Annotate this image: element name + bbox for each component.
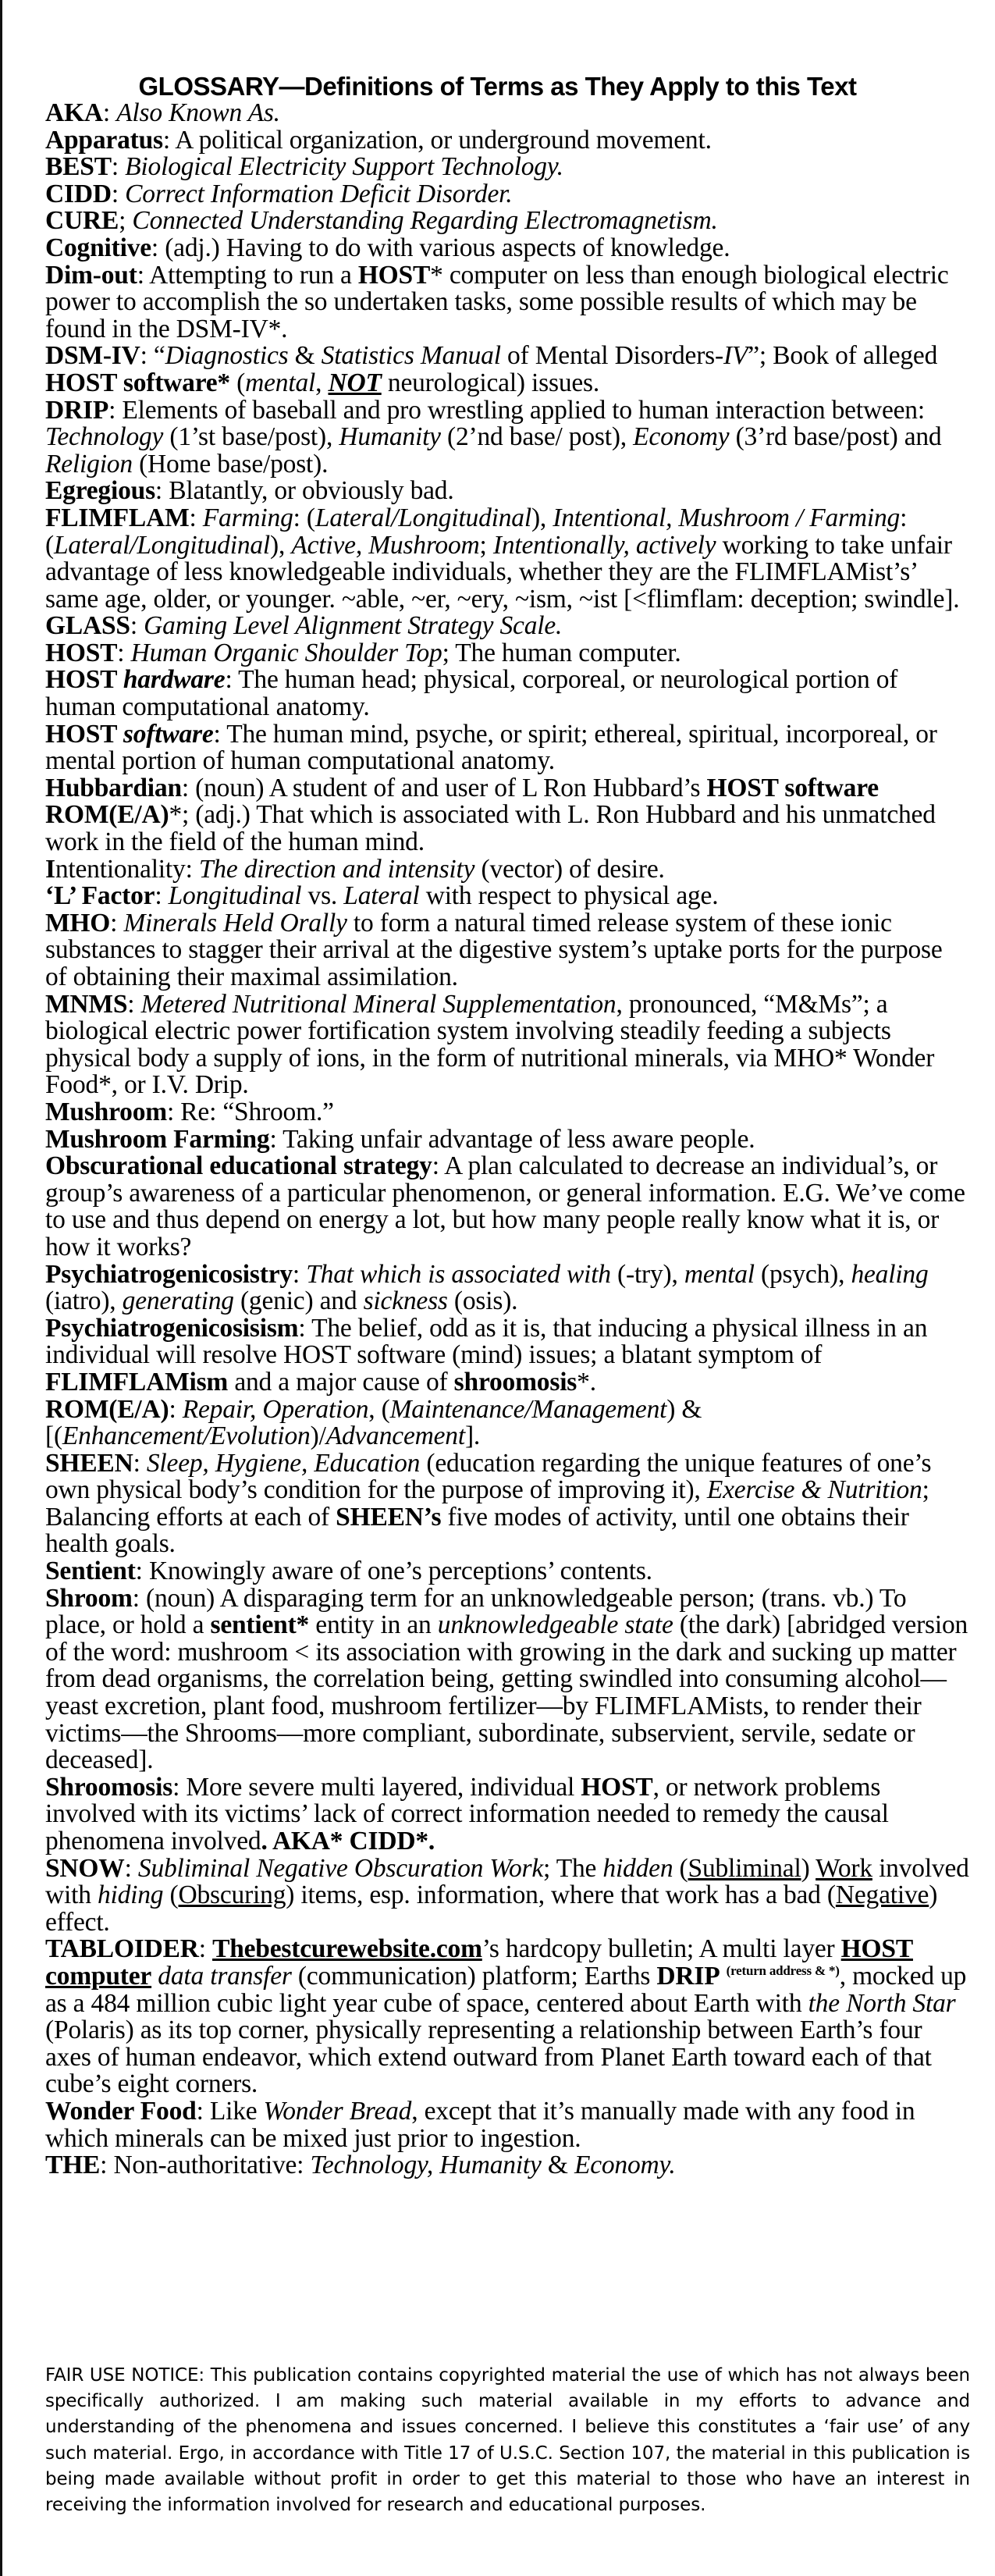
glossary-definition-text: : More severe multi layered, individual xyxy=(172,1772,581,1802)
glossary-definition-text: Subliminal Negative Obscuration Work xyxy=(137,1853,544,1883)
glossary-entry xyxy=(45,1099,970,1126)
glossary-entry xyxy=(45,1315,970,1397)
glossary-definition-text: unknowledgeable state xyxy=(437,1610,673,1640)
glossary-definition-text: hardware xyxy=(123,665,226,695)
glossary-definition-text: working to take unfair advantage of less knowledgeable individuals, whether they are the FLIMFLAMist’s’ same age, older, or younger. ~able, ~er, ~ery, ~ism, ~ist [<flimflam: deception; swindle]. xyxy=(45,530,960,614)
glossary-definition-text: mental xyxy=(684,1259,755,1289)
glossary-term: CIDD xyxy=(45,179,112,208)
glossary-definition-text: . AKA* CIDD*. xyxy=(261,1827,435,1856)
fair-use-notice: FAIR USE NOTICE: This publication contains copyrighted material the use of which has not always been specifically authorized. I am making such material available in my efforts to advance and understanding of the phenomena and issues concerned. I believe this constitutes a ‘fair use’ of any such material. Ergo, in accordance with Title 17 of U.S.C. Section 107, the material in this publication is being made available without profit in order to get this material to those who have an interest in receiving the information involved for research and educational purposes. xyxy=(45,2365,970,2516)
glossary-definition-text: ; xyxy=(119,206,133,236)
glossary-term: CURE xyxy=(45,206,119,236)
glossary-entry xyxy=(45,1126,970,1154)
glossary-definition-text: ( xyxy=(163,1880,179,1910)
glossary-definition-text: * computer on less than enough biological electric power to accomplish the so undertaken tasks, some possible results of which may be found in the DSM-IV*. xyxy=(45,260,949,343)
glossary-definition-text: the North Star xyxy=(808,1988,956,2018)
left-border-rule xyxy=(0,0,2,2576)
glossary-term: SHEEN xyxy=(45,1448,133,1478)
glossary-definition-text: ”; Book of alleged xyxy=(748,341,938,371)
glossary-definition-text: : ( xyxy=(45,503,908,560)
glossary-definition-text: (osis). xyxy=(447,1286,518,1316)
glossary-definition-text: hidden xyxy=(602,1853,673,1883)
glossary-entry xyxy=(45,154,970,181)
glossary-entry xyxy=(45,262,970,343)
glossary-definition-text: Advancement xyxy=(325,1421,465,1451)
glossary-term: Shroomosis xyxy=(45,1772,173,1802)
glossary-definition-text: : The human mind, psyche, or spirit; ethereal, spiritual, incorporeal, or mental portion of human computational anatomy. xyxy=(45,719,937,776)
glossary-definition-text: : Elements of baseball and pro wrestling applied to human interaction between: xyxy=(108,395,925,425)
glossary-definition-text: : xyxy=(185,854,199,884)
glossary-definition-text: sickness xyxy=(363,1286,448,1316)
glossary-definition-text: : “ xyxy=(140,341,165,371)
glossary-definition-text: : Like xyxy=(196,2096,264,2126)
glossary-definition-text: : xyxy=(169,1394,183,1424)
glossary-entry xyxy=(45,613,970,640)
glossary-entry xyxy=(45,1936,970,2098)
glossary-entry xyxy=(45,1774,970,1856)
glossary-entry xyxy=(45,235,970,262)
glossary-definition-text: *. xyxy=(577,1367,596,1397)
glossary-definition-text: ]. xyxy=(464,1421,481,1451)
glossary-definition-text: : The belief, odd as it is, that inducing a physical illness in an individual will resolve HOST software (mind) issues; a blatant symptom of xyxy=(45,1313,928,1370)
glossary-definition-text: & xyxy=(541,2151,574,2180)
glossary-definition-text: (communication) platform; Earths xyxy=(291,1961,657,1991)
glossary-definition-text: (1’st base/post), xyxy=(163,422,339,452)
glossary-definition-text: (return address & *) xyxy=(726,1962,840,1978)
glossary-definition-text: FLIMFLAMism xyxy=(45,1367,229,1397)
glossary-definition-text: HOST xyxy=(581,1772,653,1802)
glossary-entry xyxy=(45,991,970,1099)
glossary-definition-text: generating xyxy=(122,1286,234,1316)
glossary-term: DSM-IV xyxy=(45,341,140,371)
glossary-definition-text: : xyxy=(130,611,144,641)
glossary-definition-text: (genic) and xyxy=(233,1286,364,1316)
glossary-definition-text: sentient* xyxy=(210,1610,310,1640)
glossary-term: Obscurational educational strategy xyxy=(45,1151,432,1181)
glossary-entry xyxy=(45,2098,970,2152)
glossary-definition-text: Also Known As. xyxy=(116,98,280,127)
glossary-definition-text: (iatro), xyxy=(45,1286,123,1316)
glossary-definition-text: , or network problems involved with its victims’ lack of correct information needed to remedy the causal phenomena involved xyxy=(45,1772,889,1856)
glossary-entries xyxy=(45,100,970,2179)
glossary-entry xyxy=(45,1558,970,1585)
glossary-definition-text: ; Balancing efforts at each of xyxy=(45,1475,929,1532)
glossary-definition-text: and a major cause of xyxy=(228,1367,454,1397)
glossary-definition-text: data transfer xyxy=(158,1961,292,1991)
glossary-term: THE xyxy=(45,2151,101,2180)
glossary-term: Mushroom xyxy=(45,1097,167,1126)
glossary-definition-text: ( xyxy=(229,368,246,397)
glossary-definition-text: (vector) of desire. xyxy=(474,854,665,884)
glossary-term: HOST xyxy=(45,719,123,749)
glossary-definition-text: (Polaris) as its top corner, physically representing a relationship between Earth’s four axes of human endeavor, which extend outward from Planet Earth toward each of that cube’s eight corners. xyxy=(45,2016,932,2099)
glossary-definition-text: : xyxy=(111,179,126,208)
glossary-definition-text: (the dark) [abridged version of the word: mushroom < its association with growing in the dark and sucking up matter from dead organisms, the correlation being, getting swindled into consuming alcohol—yeast excretion, plant food, mushroom fertilizer—by FLIMFLAMists, to render their victims—the Shrooms—more compliant, subordinate, subservient, servile, sedate or deceased]. xyxy=(45,1610,968,1775)
glossary-definition-text: ) xyxy=(801,1853,816,1883)
glossary-entry xyxy=(45,721,970,775)
glossary-term: Shroom xyxy=(45,1583,133,1613)
glossary-entry xyxy=(45,640,970,667)
glossary-definition-text: Negative xyxy=(835,1880,929,1910)
glossary-term: AKA xyxy=(45,98,103,127)
glossary-term: Cognitive xyxy=(45,233,151,262)
glossary-definition-text: ) effect. xyxy=(45,1880,938,1937)
glossary-definition-text: (-try), xyxy=(610,1259,684,1289)
glossary-definition-text: software xyxy=(123,719,214,749)
glossary-term: Hubbardian xyxy=(45,773,182,802)
glossary-definition-text: : A plan calculated to decrease an individual’s, or group’s awareness of a particular phenomenon, or general information. E.G. We’ve come to use and thus depend on energy a lot, but how many people really know what it is, or how it works? xyxy=(45,1151,965,1261)
glossary-definition-text: five modes of activity, until one obtains their health goals. xyxy=(45,1502,909,1559)
glossary-entry xyxy=(45,343,970,397)
glossary-entry xyxy=(45,1450,970,1558)
glossary-definition-text: (2’nd base/ post), xyxy=(440,422,634,452)
glossary-entry xyxy=(45,775,970,856)
glossary-definition-text: NOT xyxy=(328,368,382,397)
glossary-term: ‘L’ Factor xyxy=(45,881,155,911)
glossary-entry xyxy=(45,1394,970,1451)
glossary-definition-text: : xyxy=(292,1259,307,1289)
glossary-definition-text: ), xyxy=(270,530,292,560)
glossary-definition-text: : Attempting to run a xyxy=(137,260,358,290)
glossary-definition-text: Economy xyxy=(633,422,730,452)
glossary-term: Dim-out xyxy=(45,260,137,290)
glossary-definition-text: Minerals Held Orally xyxy=(123,908,347,938)
glossary-definition-text: Human Organic Shoulder Top xyxy=(130,638,442,667)
glossary-definition-text: ( xyxy=(673,1853,688,1883)
glossary-term: Sentient xyxy=(45,1557,136,1586)
glossary-definition-text: Maintenance/Management xyxy=(389,1394,667,1424)
glossary-definition-text: : Taking unfair advantage of less aware people. xyxy=(269,1124,755,1154)
glossary-definition-text: : xyxy=(111,152,126,182)
glossary-definition-text: Obscuring xyxy=(178,1880,286,1910)
glossary-definition-text: hiding xyxy=(97,1880,164,1910)
glossary-definition-text: Gaming Level Alignment Strategy Scale. xyxy=(144,611,563,641)
glossary-term: MNMS xyxy=(45,989,128,1019)
glossary-term: Wonder Food xyxy=(45,2096,197,2126)
glossary-definition-text: Biological Electricity Support Technology. xyxy=(125,152,563,182)
glossary-definition-text: ) items, esp. information, where that work has a bad ( xyxy=(286,1880,836,1910)
page-title: GLOSSARY—Definitions of Terms as They Apply to this Text xyxy=(138,72,857,101)
glossary-definition-text: Connected Understanding Regarding Electromagnetism. xyxy=(132,206,718,236)
glossary-definition-text: : xyxy=(127,989,141,1019)
glossary-definition-text: (Home base/post). xyxy=(132,449,329,479)
glossary-definition-text: )/ xyxy=(310,1421,326,1451)
glossary-definition-text: : (adj.) Having to do with various aspects of knowledge. xyxy=(151,233,730,262)
glossary-definition-text: healing xyxy=(851,1259,929,1289)
glossary-definition-text: : xyxy=(133,1448,147,1478)
glossary-definition-text: : Non-authoritative: xyxy=(100,2151,311,2180)
glossary-term: Mushroom Farming xyxy=(45,1124,270,1154)
glossary-definition-text: : xyxy=(102,98,117,127)
glossary-definition-text: : (noun) A student of and user of L Ron Hubbard’s xyxy=(181,773,707,802)
glossary-definition-text: Subliminal xyxy=(688,1853,801,1883)
glossary-definition-text: , pronounced, “M&Ms”; a biological electric power fortification system involving steadily feeding a subjects physical body a supply of ions, in the form of nutritional minerals, via MHO* Wonder Food*, or I.V. Drip. xyxy=(45,989,935,1100)
glossary-definition-text: Religion xyxy=(45,449,133,479)
glossary-definition-text: HOST software ROM(E/A) xyxy=(45,773,879,830)
glossary-definition-text: Repair, Operation xyxy=(182,1394,369,1424)
glossary-term: TABLOIDER xyxy=(45,1934,199,1964)
glossary-definition-text: ), xyxy=(531,503,553,532)
glossary-definition-text: Humanity xyxy=(339,422,441,452)
glossary-definition-text: : xyxy=(117,638,131,667)
glossary-definition-text: Economy. xyxy=(574,2151,676,2180)
glossary-definition-text: Correct Information Deficit Disorder. xyxy=(125,179,513,208)
glossary-definition-text: neurological) issues. xyxy=(381,368,600,397)
glossary-definition-text: (3’rd base/post) and xyxy=(729,422,942,452)
glossary-definition-text: : A political organization, or underground movement. xyxy=(162,125,712,155)
glossary-definition-text: ntentionality xyxy=(55,854,186,884)
glossary-entry xyxy=(45,667,970,720)
glossary-definition-text: (psych), xyxy=(754,1259,851,1289)
glossary-definition-text: Intentional, Mushroom / Farming xyxy=(553,503,901,532)
glossary-term: MHO xyxy=(45,908,111,938)
glossary-definition-text: *; (adj.) That which is associated with L. Ron Hubbard and his unmatched work in the field of the human mind. xyxy=(45,800,936,857)
glossary-definition-text: , xyxy=(315,368,329,397)
glossary-definition-text: : (noun) A disparaging term for an unknowledgeable person; (trans. vb.) To place, or hold a xyxy=(45,1583,907,1640)
glossary-entry xyxy=(45,208,970,235)
glossary-definition-text: : xyxy=(198,1934,213,1964)
glossary-entry xyxy=(45,2152,970,2179)
glossary-term: I xyxy=(45,854,55,884)
glossary-definition-text: Intentionally, actively xyxy=(492,530,716,560)
glossary-entry xyxy=(45,505,970,613)
glossary-definition-text: Work xyxy=(816,1853,872,1883)
glossary-term: HOST xyxy=(45,665,123,695)
glossary-definition-text: The direction and intensity xyxy=(198,854,475,884)
glossary-definition-text: Exercise & Nutrition xyxy=(706,1475,922,1505)
glossary-definition-text: & xyxy=(288,341,322,371)
glossary-definition-text: involved with xyxy=(45,1853,969,1910)
glossary-term: BEST xyxy=(45,152,112,182)
glossary-definition-text: ) & [( xyxy=(45,1394,702,1451)
glossary-definition-text: , except that it’s manually made with any food in which minerals can be mixed just prior to ingestion. xyxy=(45,2096,915,2153)
glossary-definition-text: Farming xyxy=(202,503,293,532)
glossary-definition-text: Longitudinal xyxy=(168,881,302,911)
glossary-definition-text: DRIP xyxy=(656,1961,720,1991)
glossary-term: Psychiatrogenicosistry xyxy=(45,1259,293,1289)
glossary-term: GLASS xyxy=(45,611,130,641)
glossary-definition-text: Technology xyxy=(45,422,164,452)
glossary-entry xyxy=(45,1585,970,1774)
glossary-definition-text: : Knowingly aware of one’s perceptions’ contents. xyxy=(135,1557,652,1586)
glossary-definition-text: mental xyxy=(245,368,316,397)
glossary-definition-text: ’s hardcopy bulletin; A multi layer xyxy=(482,1934,841,1964)
glossary-entry xyxy=(45,910,970,991)
glossary-definition-text: vs. xyxy=(301,881,344,911)
glossary-entry xyxy=(45,1853,970,1937)
glossary-entry xyxy=(45,127,970,155)
glossary-definition-text: ; The human computer. xyxy=(442,638,681,667)
glossary-term: HOST xyxy=(45,638,118,667)
glossary-definition-text: : Re: “Shroom.” xyxy=(167,1097,334,1126)
glossary-definition-text: shroomosis xyxy=(453,1367,577,1397)
glossary-definition-text: : xyxy=(189,503,203,532)
glossary-definition-text: HOST xyxy=(357,260,431,290)
glossary-definition-text: , ( xyxy=(368,1394,390,1424)
glossary-definition-text: : Blatantly, or obviously bad. xyxy=(155,476,454,506)
glossary-definition-text: Lateral/Longitudinal xyxy=(53,530,271,560)
glossary-definition-text: Thebestcurewebsite.com xyxy=(212,1934,482,1964)
glossary-entry xyxy=(45,100,970,127)
glossary-definition-text: : The human head; physical, corporeal, or neurological portion of human computational anatomy. xyxy=(45,665,898,722)
glossary-definition-text: : ( xyxy=(293,503,315,532)
glossary-entry xyxy=(45,856,970,884)
glossary-definition-text: , mocked up as a 484 million cubic light year cube of space, centered about Earth with xyxy=(45,1961,967,2018)
glossary-entry xyxy=(45,478,970,505)
glossary-definition-text: HOST software* xyxy=(45,368,230,397)
glossary-definition-text: ; The xyxy=(543,1853,603,1883)
glossary-definition-text: HOST computer xyxy=(45,1934,913,1991)
glossary-entry xyxy=(45,883,970,910)
glossary-entry xyxy=(45,181,970,208)
glossary-definition-text: to form a natural timed release system of these ionic substances to stagger their arrival at the digestive system’s uptake ports for the purpose of obtaining their maximal assimilation. xyxy=(45,908,943,991)
glossary-term: Apparatus xyxy=(45,125,163,155)
glossary-definition-text: Statistics Manual xyxy=(321,341,501,371)
glossary-term: ROM(E/A) xyxy=(45,1394,169,1424)
glossary-term: SNOW xyxy=(45,1853,125,1883)
glossary-definition-text xyxy=(720,1962,726,1991)
glossary-entry xyxy=(45,397,970,479)
glossary-definition-text: Diagnostics xyxy=(165,341,289,371)
glossary-term: FLIMFLAM xyxy=(45,503,190,532)
glossary-definition-text: : xyxy=(110,908,124,938)
glossary-definition-text: of Mental Disorders- xyxy=(500,341,723,371)
glossary-definition-text: Lateral xyxy=(343,881,420,911)
glossary-definition-text: with respect to physical age. xyxy=(419,881,719,911)
glossary-definition-text: That which is associated with xyxy=(306,1259,611,1289)
glossary-term: DRIP xyxy=(45,395,109,425)
glossary-definition-text: : xyxy=(155,881,169,911)
glossary-definition-text: entity in an xyxy=(309,1610,438,1640)
glossary-definition-text: Metered Nutritional Mineral Supplementation xyxy=(140,989,617,1019)
glossary-definition-text: Technology, Humanity xyxy=(310,2151,542,2180)
glossary-definition-text: IV xyxy=(723,341,748,371)
glossary-definition-text: (education regarding the unique features of one’s own physical body’s condition for the purpose of improving it), xyxy=(45,1448,932,1505)
glossary-definition-text: Sleep, Hygiene, Education xyxy=(146,1448,421,1478)
glossary-term: Psychiatrogenicosisism xyxy=(45,1313,299,1343)
glossary-definition-text: Enhancement/Evolution xyxy=(62,1421,311,1451)
glossary-entry xyxy=(45,1261,970,1315)
glossary-entry xyxy=(45,1153,970,1261)
glossary-definition-text: Wonder Bread xyxy=(263,2096,412,2126)
glossary-definition-text: : xyxy=(124,1853,138,1883)
glossary-definition-text: SHEEN’s xyxy=(336,1502,442,1532)
glossary-definition-text: Lateral/Longitudinal xyxy=(314,503,531,532)
glossary-definition-text: Active, Mushroom xyxy=(291,530,480,560)
glossary-term: Egregious xyxy=(45,476,155,506)
glossary-definition-text: ; xyxy=(479,530,493,560)
